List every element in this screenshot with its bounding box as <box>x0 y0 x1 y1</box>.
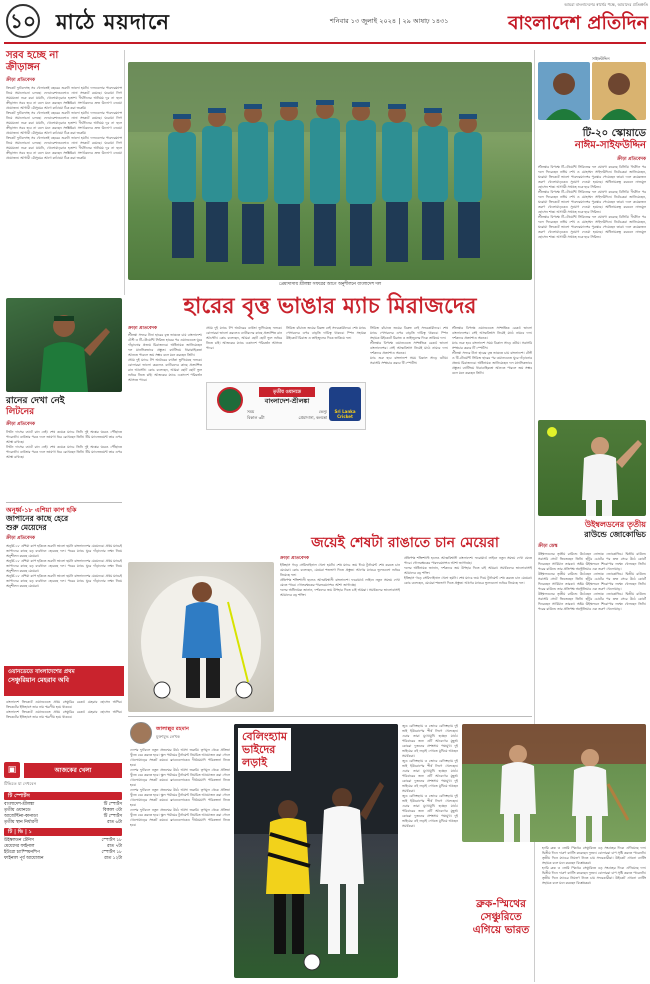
main-story-column-3 <box>286 326 366 378</box>
time-label: সময় <box>247 409 255 414</box>
paragraph: ইতিহাস গড়ে সেমিফাইনাল খেলা হয়নি। শেষ ম্যাচে জয় দিয়ে টুর্নামেন্ট শেষ করতে চান মেয়েরা। কোচ বলেছেন, মেয়েরা শতভাগ দিতে প্রস্তুত। আগের ম্যাচের ভুলগুলো শুধরে নিয়েছে দল। <box>280 563 400 577</box>
story-body <box>6 544 122 660</box>
byline: ক্রীড়া প্রতিবেদক <box>617 157 646 162</box>
paragraph: সিরিজ বাঁচাতে জয়ের বিকল্প নেই সফরকারীদের। শেষ ম্যাচে পেসারদের ওপর বাড়তি দায়িত্ব থাকবে। স্পিন সহায়ক উইকেটে মিরাজ ও তাইজুলের দিকে তাকিয়ে দল। <box>370 326 448 340</box>
byline: ক্রীড়া প্রতিবেদক <box>6 78 35 83</box>
headline-line-3: লড়াই <box>242 756 267 769</box>
bellingham-headline-box <box>238 728 291 771</box>
paragraph: ক্রিকেট ফুটবলসহ সব খেলাতেই বছরের শুরুটা ভালো হয়নি। দলগুলোর পারফরম্যান্স নিয়ে সমালোচনা চলছে। ফেডারেশনগুলোও নানা সংকটে রয়েছে। ঘরোয়া লিগ সময়মতো শুরু করা যায়নি, খেলোয়াড়রাও হতাশ। দীর্ঘদিনের অনিয়ম দূর না হলে ক্রীড়াঙ্গন সরব হবে না বলে মনে করছেন সংশ্লিষ্টরা। সংগঠকদের দ্রুত উদ্যোগ নেওয়া প্রয়োজন। আগামী মৌসুমের আগে কাঠামো ঠিক করা জরুরি। <box>6 111 122 135</box>
story-sports-scene <box>6 50 122 294</box>
match-teams: বাংলাদেশ-শ্রীলঙ্কা <box>264 397 310 405</box>
girls-headline: জয়েই শেষটা রাঙাতে চান মেয়েরা <box>311 535 499 551</box>
match-label: তৃতীয় ওয়ানডে <box>259 387 315 397</box>
liton-photo <box>6 298 122 392</box>
headline-line-2: সেঞ্চুরিয়ান মেহরাব অবি <box>8 676 69 684</box>
columnist-name: জালাল্লুর রহমান <box>156 725 189 732</box>
paragraph: প্রথম দুই ম্যাচে টপ অর্ডারের ব্যর্থতা ভুগিয়েছে দলকে। বোলাররা ভালো করলেও ব্যাটারদের কাছে প্রত্যাশিত রান আসেনি। কোচ বলেছেন, আমরা ছোট ছোট ভুল শুধরে নিতে চাই। আজকের ম্যাচে একাদশে পরিবর্তন আসতে পারে। <box>128 358 202 382</box>
girls-story-column-2 <box>404 556 532 714</box>
bellingham-body <box>402 724 458 978</box>
headline-line-1: ব্রুক-স্মিথের <box>476 898 526 910</box>
paragraph: অনূর্ধ্ব-১৮ এশিয়া কাপ হকিতে শুরুটা ভালো হয়নি বাংলাদেশের মেয়েদের। প্রথম ম্যাচেই জাপানের কাছে বড় ব্যবধানে হেরেছে দল। পরের ম্যাচে ঘুরে দাঁড়ানোর লক্ষ্য নিয়ে অনুশীলন করছে মেয়েরা। <box>6 559 122 573</box>
paragraph: লিটন দাসের ব্যাটে রান নেই। শেষ কয়েক ম্যাচে তিনি দুই অঙ্কের ঘরেও পৌঁছাতে পারেননি। ব্যর্থতার পরও দলে জায়গা ধরে রেখেছেন তিনি। টিম ম্যানেজমেন্ট তার ওপর আস্থা রাখছে। <box>6 445 122 459</box>
brand-logo[interactable] <box>506 2 648 40</box>
byline: ক্রীড়া ডেস্ক <box>538 544 558 549</box>
tv-box-title: আজকের খেলা <box>24 763 122 778</box>
event: ইউরো চ্যাম্পিয়নশিপ <box>4 850 40 855</box>
table-row <box>4 856 122 862</box>
paragraph: দেশের ফুটবলে নতুন প্রজন্মের উঠে আসা জরুরি। তৃণমূল থেকে প্রতিভা খুঁজে বের করতে হবে। স্কুল পর্যায়ের টুর্নামেন্ট নিয়মিত আয়োজন করা গেলে খেলোয়াড়ের সংকট কমবে। ক্লাবগুলোকেও দীর্ঘমেয়াদি পরিকল্পনা নিতে হবে। <box>130 768 230 787</box>
brook-smith-photo <box>462 724 646 842</box>
paragraph: প্রথম দুই ম্যাচে টপ অর্ডারের ব্যর্থতা ভুগিয়েছে দলকে। বোলাররা ভালো করলেও ব্যাটারদের কাছে প্রত্যাশিত রান আসেনি। কোচ বলেছেন, আমরা ছোট ছোট ভুল শুধরে নিতে চাই। আজকের ম্যাচে একাদশে পরিবর্তন আসতে পারে। <box>206 326 282 350</box>
paragraph: দলের অধিনায়ক জানান, দর্শকদের জয় উপহার দিতে চাই আমরা। সমর্থকদের ভালোবাসাই আমাদের বড় শক্তি। <box>280 588 400 597</box>
byline: ক্রীড়া প্রতিবেদক <box>128 326 157 331</box>
paragraph: ক্রিকেট ফুটবলসহ সব খেলাতেই বছরের শুরুটা ভালো হয়নি। দলগুলোর পারফরম্যান্স নিয়ে সমালোচনা চলছে। ফেডারেশনগুলোও নানা সংকটে রয়েছে। ঘরোয়া লিগ সময়মতো শুরু করা যায়নি, খেলোয়াড়রাও হতাশ। দীর্ঘদিনের অনিয়ম দূর না হলে ক্রীড়াঙ্গন সরব হবে না বলে মনে করছেন সংশ্লিষ্টরা। সংগঠকদের দ্রুত উদ্যোগ নেওয়া প্রয়োজন। আগামী মৌসুমের আগে কাঠামো ঠিক করা জরুরি। <box>6 136 122 160</box>
paragraph: হ্যারি ব্রুক ও জেমি স্মিথের সেঞ্চুরিতে বড় সংগ্রহের দিকে এগিয়েছে দল। দ্বিতীয় দিনে দারুণ ব্যাটিং করেছেন দুজন। বোলাররা চাপ সৃষ্টি করতে পারেননি। তৃতীয় দিনে ম্যাচের নিয়ন্ত্রণ নিতে চায় সফরকারীরা। উইকেট এখনো ব্যাটিং সহায়ক বলে মনে করছেন বিশ্লেষকরা। <box>542 866 646 885</box>
headline-line-1: টি-২০ স্কোয়াডে <box>582 128 646 139</box>
time: রাত ৬টা <box>107 820 122 825</box>
time: রাত ১২টা <box>104 856 122 861</box>
paragraph: ম্যাচ শুরু হবে বাংলাদেশ সময় বিকাল সাড়ে ৩টায়। সরাসরি সম্প্রচার করবে টি স্পোর্টস। <box>452 341 532 350</box>
hero-photo-caption: প্রেমাদাসায় শ্রীলঙ্কা সফরের আগে অনুশীলনে বাংলাদেশ দল <box>278 282 382 287</box>
brand-name: বাংলাদেশ প্রতিদিন <box>507 12 648 34</box>
time: বিকাল ৩টা <box>102 808 122 813</box>
headline-line-2: ভাইদের <box>242 743 276 756</box>
headline-line-1: উইম্বলডনের তৃতীয় <box>584 520 646 529</box>
paragraph: শ্রীলঙ্কার বিপক্ষে ওয়ানডেতে সাম্প্রতিক রেকর্ড ভালো বাংলাদেশের। সেই আত্মবিশ্বাস নিয়েই মাঠে নামবে দল। দর্শকদের প্রত্যাশাও অনেক। <box>370 341 448 355</box>
story-mehrab-headline-box <box>4 666 124 696</box>
event: উইম্বলডন টেনিস <box>4 838 34 843</box>
paragraph: দেশের ফুটবলে নতুন প্রজন্মের উঠে আসা জরুরি। তৃণমূল থেকে প্রতিভা খুঁজে বের করতে হবে। স্কুল পর্যায়ের টুর্নামেন্ট নিয়মিত আয়োজন করা গেলে খেলোয়াড়ের সংকট কমবে। ক্লাবগুলোকেও দীর্ঘমেয়াদি পরিকল্পনা নিতে হবে। <box>130 748 230 767</box>
headline-line-1: রানের দেখা নেই <box>6 396 65 406</box>
brook-smith-headline <box>462 898 540 937</box>
channel-bar: টি স্পোর্টস <box>4 792 122 800</box>
sri-lanka-cricket-logo-icon: Sri Lanka Cricket <box>329 387 361 421</box>
table-row <box>4 820 122 826</box>
columnist-avatar <box>130 722 152 744</box>
story-body <box>6 430 122 500</box>
brook-smith-body <box>542 846 646 980</box>
saifuddin-photo <box>592 62 646 120</box>
headline-line-1: সরব হচ্ছে না <box>6 50 59 61</box>
paragraph: উইম্বলডনের তৃতীয় রাউন্ডে উঠেছেন নোভাক জোকোভিচ। দ্বিতীয় রাউন্ডে সরাসরি সেটে জিতেছেন তিনি। হাঁটুর চোটের পর দ্রুত সেরে উঠে কোর্টে ফিরেছেন সার্বিয়ান তারকা। অষ্টম উইম্বলডন শিরোপার লক্ষ্যে খেলছেন তিনি। পরের রাউন্ডে তার প্রতিপক্ষ অস্ট্রেলিয়ার এক তরুণ খেলোয়াড়। <box>538 592 646 611</box>
tv-schedule-box <box>4 762 122 984</box>
channel-bar: টি | ভি | ১ <box>4 828 122 836</box>
story-hockey <box>6 506 122 662</box>
main-story-column-1 <box>128 326 202 562</box>
headline-line-2: নাঈম-সাইফউদ্দিন <box>574 140 646 151</box>
djokovic-photo <box>538 420 646 516</box>
date-line: শনিবার ১৩ জুলাই ২০২৪ | ২৯ আষাঢ় ১৪৩১ <box>330 17 449 25</box>
headline-line-2: ক্রীড়াঙ্গন <box>6 62 40 73</box>
headline-line-2: জাপানের কাছে হেরে <box>6 514 69 523</box>
paragraph: শ্রীলঙ্কার বিপক্ষে ওয়ানডেতে সাম্প্রতিক রেকর্ড ভালো বাংলাদেশের। সেই আত্মবিশ্বাস নিয়েই মাঠে নামবে দল। দর্শকদের প্রত্যাশাও অনেক। <box>452 326 532 340</box>
paragraph: দেশের ফুটবলে নতুন প্রজন্মের উঠে আসা জরুরি। তৃণমূল থেকে প্রতিভা খুঁজে বের করতে হবে। স্কুল পর্যায়ের টুর্নামেন্ট নিয়মিত আয়োজন করা গেলে খেলোয়াড়ের সংকট কমবে। ক্লাবগুলোকেও দীর্ঘমেয়াদি পরিকল্পনা নিতে হবে। <box>130 788 230 807</box>
photo-label: সাইফউদ্দিন <box>592 56 610 61</box>
paragraph: জুড বেলিংহ্যাম ও জোবে বেলিংহ্যাম দুই ভাই ইউরোপের শীর্ষ লিগে খেলছেন। এবার তারা মুখোমুখি হচ্ছেন মাঠে। পরিবারের জন্য এটি আবেগের মুহূর্ত। কোচরা দুজনের প্রশংসায় পঞ্চমুখ। দুই ভাইয়ের এই লড়াই দেখতে মুখিয়ে আছেন সমর্থকরা। <box>402 794 458 828</box>
bellingham-photo <box>234 724 398 978</box>
columnist-body <box>130 748 230 980</box>
story-t20-squad <box>538 128 646 418</box>
paragraph: জুড বেলিংহ্যাম ও জোবে বেলিংহ্যাম দুই ভাই ইউরোপের শীর্ষ লিগে খেলছেন। এবার তারা মুখোমুখি হচ্ছেন মাঠে। পরিবারের জন্য এটি আবেগের মুহূর্ত। কোচরা দুজনের প্রশংসায় পঞ্চমুখ। দুই ভাইয়ের এই লড়াই দেখতে মুখিয়ে আছেন সমর্থকরা। <box>402 759 458 793</box>
paragraph: উইম্বলডনের তৃতীয় রাউন্ডে উঠেছেন নোভাক জোকোভিচ। দ্বিতীয় রাউন্ডে সরাসরি সেটে জিতেছেন তিনি। হাঁটুর চোটের পর দ্রুত সেরে উঠে কোর্টে ফিরেছেন সার্বিয়ান তারকা। অষ্টম উইম্বলডন শিরোপার লক্ষ্যে খেলছেন তিনি। পরের রাউন্ডে তার প্রতিপক্ষ অস্ট্রেলিয়ার এক তরুণ খেলোয়াড়। <box>538 552 646 571</box>
tv-icon: ▣ <box>4 762 20 778</box>
headline-line-1: বেলিংহ্যাম <box>242 730 287 743</box>
headline-line-1: ওয়ানডেতে বাংলাদেশের প্রথম <box>8 669 75 675</box>
paragraph: শ্রীলঙ্কা সফরে টানা হারের বৃত্ত ভাঙতে চায় বাংলাদেশ। টেস্ট ও টি-টোয়েন্টি সিরিজ হারের পর ওয়ানডেতে ঘুরে দাঁড়ানোর প্রত্যয় মিরাজদের। অধিনায়ক জানিয়েছেন দল মানসিকভাবে প্রস্তুত। ব্যাটিংয়ে ধারাবাহিকতা আনতে পারলে জয় সম্ভব বলে মনে করছেন তিনি। <box>452 351 532 375</box>
team-huddle-photo <box>128 62 532 280</box>
paragraph: অনূর্ধ্ব-১৮ এশিয়া কাপ হকিতে শুরুটা ভালো হয়নি বাংলাদেশের মেয়েদের। প্রথম ম্যাচেই জাপানের কাছে বড় ব্যবধানে হেরেছে দল। পরের ম্যাচে ঘুরে দাঁড়ানোর লক্ষ্য নিয়ে অনুশীলন করছে মেয়েরা। <box>6 574 122 588</box>
match-meta <box>247 409 327 414</box>
event: বাংলাদেশ-শ্রীলঙ্কা <box>4 802 35 807</box>
event: মেয়েদের ফাইনাল <box>4 844 35 849</box>
channel: টি স্পোর্টস <box>103 802 122 807</box>
paragraph: শ্রীলঙ্কার বিপক্ষে টি-টোয়েন্টি সিরিজের দল ঘোষণা করেছে বিসিবি। দীর্ঘদিন পর দলে ফিরেছেন নাঈম শেখ ও মোহাম্মদ সাইফউদ্দিন। নির্বাচকরা জানিয়েছেন, ঘরোয়া ক্রিকেটে ভালো পারফরম্যান্সের পুরস্কার পেয়েছেন তারা। দলে কয়েকজন তরুণ খেলোয়াড়কেও সুযোগ দেওয়া হয়েছে। অধিনায়কত্ব করবেন নাজমুল হোসেন শান্ত। আগামী সপ্তাহে শুরু হবে সিরিজ। <box>538 190 646 214</box>
paragraph: দেশের ফুটবলে নতুন প্রজন্মের উঠে আসা জরুরি। তৃণমূল থেকে প্রতিভা খুঁজে বের করতে হবে। স্কুল পর্যায়ের টুর্নামেন্ট নিয়মিত আয়োজন করা গেলে খেলোয়াড়ের সংকট কমবে। ক্লাবগুলোকেও দীর্ঘমেয়াদি পরিকল্পনা নিতে হবে। <box>130 808 230 827</box>
header-rule <box>4 42 646 44</box>
byline: ক্রীড়া প্রতিবেদক <box>6 536 35 541</box>
main-story-column-2 <box>206 326 282 378</box>
paragraph: শ্রীলঙ্কার বিপক্ষে টি-টোয়েন্টি সিরিজের দল ঘোষণা করেছে বিসিবি। দীর্ঘদিন পর দলে ফিরেছেন নাঈম শেখ ও মোহাম্মদ সাইফউদ্দিন। নির্বাচকরা জানিয়েছেন, ঘরোয়া ক্রিকেটে ভালো পারফরম্যান্সের পুরস্কার পেয়েছেন তারা। দলে কয়েকজন তরুণ খেলোয়াড়কেও সুযোগ দেওয়া হয়েছে। অধিনায়কত্ব করবেন নাজমুল হোসেন শান্ত। আগামী সপ্তাহে শুরু হবে সিরিজ। <box>538 215 646 239</box>
paragraph: ক্রিকেট ফুটবলসহ সব খেলাতেই বছরের শুরুটা ভালো হয়নি। দলগুলোর পারফরম্যান্স নিয়ে সমালোচনা চলছে। ফেডারেশনগুলোও নানা সংকটে রয়েছে। ঘরোয়া লিগ সময়মতো শুরু করা যায়নি, খেলোয়াড়রাও হতাশ। দীর্ঘদিনের অনিয়ম দূর না হলে ক্রীড়াঙ্গন সরব হবে না বলে মনে করছেন সংশ্লিষ্টরা। সংগঠকদের দ্রুত উদ্যোগ নেওয়া প্রয়োজন। আগামী মৌসুমের আগে কাঠামো ঠিক করা জরুরি। <box>6 86 122 110</box>
match-values <box>247 415 327 420</box>
naim-photo <box>538 62 590 120</box>
event: আর্জেন্টিনা-কানাডা <box>4 814 38 819</box>
headline-line-2: রাউন্ডে জোকোভিচ <box>584 530 646 539</box>
paragraph: লিটন দাসের ব্যাটে রান নেই। শেষ কয়েক ম্যাচে তিনি দুই অঙ্কের ঘরেও পৌঁছাতে পারেননি। ব্যর্থতার পরও দলে জায়গা ধরে রেখেছেন তিনি। টিম ম্যানেজমেন্ট তার ওপর আস্থা রাখছে। <box>6 430 122 444</box>
paragraph: উইম্বলডনের তৃতীয় রাউন্ডে উঠেছেন নোভাক জোকোভিচ। দ্বিতীয় রাউন্ডে সরাসরি সেটে জিতেছেন তিনি। হাঁটুর চোটের পর দ্রুত সেরে উঠে কোর্টে ফিরেছেন সার্বিয়ান তারকা। অষ্টম উইম্বলডন শিরোপার লক্ষ্যে খেলছেন তিনি। পরের রাউন্ডে তার প্রতিপক্ষ অস্ট্রেলিয়ার এক তরুণ খেলোয়াড়। <box>538 572 646 591</box>
girls-story-column-1 <box>280 556 400 714</box>
brand-tagline: আমরা বাংলাদেশের স্বার্থের পক্ষে, আমাদের প্রতিশ্রুতি <box>564 2 648 7</box>
paragraph: ইতিহাস গড়ে সেমিফাইনাল খেলা হয়নি। শেষ ম্যাচে জয় দিয়ে টুর্নামেন্ট শেষ করতে চান মেয়েরা। কোচ বলেছেন, মেয়েরা শতভাগ দিতে প্রস্তুত। আগের ম্যাচের ভুলগুলো শুধরে নিয়েছে দল। <box>404 576 532 585</box>
paragraph: শ্রীলঙ্কা সফরে টানা হারের বৃত্ত ভাঙতে চায় বাংলাদেশ। টেস্ট ও টি-টোয়েন্টি সিরিজ হারের পর ওয়ানডেতে ঘুরে দাঁড়ানোর প্রত্যয় মিরাজদের। অধিনায়ক জানিয়েছেন দল মানসিকভাবে প্রস্তুত। ব্যাটিংয়ে ধারাবাহিকতা আনতে পারলে জয় সম্ভব বলে মনে করছেন তিনি। <box>128 333 202 357</box>
story-djokovic <box>538 520 646 720</box>
match-venue: প্রেমাদাসা, কলম্বো <box>298 415 327 420</box>
venue-label: ভেন্যু <box>318 409 327 414</box>
tv-table-1 <box>4 792 122 862</box>
paragraph: সিরিজ বাঁচাতে জয়ের বিকল্প নেই সফরকারীদের। শেষ ম্যাচে পেসারদের ওপর বাড়তি দায়িত্ব থাকবে। স্পিন সহায়ক উইকেটে মিরাজ ও তাইজুলের দিকে তাকিয়ে দল। <box>286 326 366 340</box>
columnist-header <box>130 720 230 746</box>
match-time: বিকাল ৩টা <box>247 415 265 420</box>
time: রাত ৭টা <box>107 844 122 849</box>
headline-line-1: অনূর্ধ্ব-১৮ এশিয়া কাপ হকি <box>6 506 77 514</box>
girl-footballer-photo <box>128 562 274 712</box>
story-body <box>538 165 646 411</box>
paragraph: হ্যারি ব্রুক ও জেমি স্মিথের সেঞ্চুরিতে বড় সংগ্রহের দিকে এগিয়েছে দল। দ্বিতীয় দিনে দারুণ ব্যাটিং করেছেন দুজন। বোলাররা চাপ সৃষ্টি করতে পারেননি। তৃতীয় দিনে ম্যাচের নিয়ন্ত্রণ নিতে চায় সফরকারীরা। উইকেট এখনো ব্যাটিং সহায়ক বলে মনে করছেন বিশ্লেষকরা। <box>542 846 646 865</box>
paragraph: প্রতিপক্ষ শক্তিশালী হলেও আত্মবিশ্বাসী বাংলাদেশ। ফরোয়ার্ড লাইনে নতুন সমন্বয় দেখা যেতে পারে। গোলরক্ষকের পারফরম্যান্সও আশা জাগাচ্ছে। <box>404 556 532 565</box>
section-title: মাঠে ময়দানে <box>56 9 170 34</box>
byline: ক্রীড়া প্রতিবেদক <box>280 556 309 561</box>
story-mehrab-body <box>6 700 122 758</box>
paragraph: প্রতিপক্ষ শক্তিশালী হলেও আত্মবিশ্বাসী বাংলাদেশ। ফরোয়ার্ড লাইনে নতুন সমন্বয় দেখা যেতে পারে। গোলরক্ষকের পারফরম্যান্সও আশা জাগাচ্ছে। <box>280 578 400 587</box>
bangladesh-cricket-logo-icon <box>217 387 243 413</box>
main-story-column-5 <box>452 326 532 562</box>
paragraph: শ্রীলঙ্কার বিপক্ষে টি-টোয়েন্টি সিরিজের দল ঘোষণা করেছে বিসিবি। দীর্ঘদিন পর দলে ফিরেছেন নাঈম শেখ ও মোহাম্মদ সাইফউদ্দিন। নির্বাচকরা জানিয়েছেন, ঘরোয়া ক্রিকেটে ভালো পারফরম্যান্সের পুরস্কার পেয়েছেন তারা। দলে কয়েকজন তরুণ খেলোয়াড়কেও সুযোগ দেওয়া হয়েছে। অধিনায়কত্ব করবেন নাজমুল হোসেন শান্ত। আগামী সপ্তাহে শুরু হবে সিরিজ। <box>538 165 646 189</box>
channel: স্পোর্টস ১৮ <box>101 838 122 843</box>
headline-line-3: এগিয়ে ভারত <box>472 924 530 936</box>
story-body <box>538 552 646 720</box>
byline: ক্রীড়া প্রতিবেদক <box>6 422 35 427</box>
main-story-column-4 <box>370 326 448 562</box>
paragraph: বাংলাদেশ ক্রিকেটে ওয়ানডেতে প্রথম সেঞ্চুরির রেকর্ড মেহরাব হোসেন অপির। ক্রিকেটের ইতিহাসে তার নাম স্মরণীয় হয়ে থাকবে। <box>6 710 122 719</box>
event: ফাইনাল পূর্ব আয়োজন <box>4 856 44 861</box>
columnist-title: মুক্তাযুদ্ধ লেখক <box>156 733 180 739</box>
channel: স্পোর্টস ১৮ <box>101 850 122 855</box>
page-number: ১০ <box>6 4 40 38</box>
paragraph: অনূর্ধ্ব-১৮ এশিয়া কাপ হকিতে শুরুটা ভালো হয়নি বাংলাদেশের মেয়েদের। প্রথম ম্যাচেই জাপানের কাছে বড় ব্যবধানে হেরেছে দল। পরের ম্যাচে ঘুরে দাঁড়ানোর লক্ষ্য নিয়ে অনুশীলন করছে মেয়েরা। <box>6 544 122 558</box>
paragraph: জুড বেলিংহ্যাম ও জোবে বেলিংহ্যাম দুই ভাই ইউরোপের শীর্ষ লিগে খেলছেন। এবার তারা মুখোমুখি হচ্ছেন মাঠে। পরিবারের জন্য এটি আবেগের মুহূর্ত। কোচরা দুজনের প্রশংসায় পঞ্চমুখ। দুই ভাইয়ের এই লড়াই দেখতে মুখিয়ে আছেন সমর্থকরা। <box>402 724 458 758</box>
headline-line-3: শুরু মেয়েদের <box>6 523 47 532</box>
channel: টি স্পোর্টস <box>103 814 122 819</box>
paragraph: দলের অধিনায়ক জানান, দর্শকদের জয় উপহার দিতে চাই আমরা। সমর্থকদের ভালোবাসাই আমাদের বড় শক্তি। <box>404 566 532 575</box>
headline-line-2: সেঞ্চুরিতে <box>480 911 522 923</box>
paragraph: ম্যাচ শুরু হবে বাংলাদেশ সময় বিকাল সাড়ে ৩টায়। সরাসরি সম্প্রচার করবে টি স্পোর্টস। <box>370 356 448 365</box>
main-headline: হারের বৃত্ত ভাঙার ম্যাচ মিরাজদের <box>183 293 477 319</box>
story-body <box>6 86 122 292</box>
headline-line-2: লিটনের <box>6 407 35 417</box>
tv-box-subtitle: টিভিতে যা দেখবেন <box>4 781 37 786</box>
event: তৃতীয় স্থান নির্ধারণী <box>4 820 38 825</box>
paragraph: বাংলাদেশ ক্রিকেটে ওয়ানডেতে প্রথম সেঞ্চুরির রেকর্ড মেহরাব হোসেন অপির। ক্রিকেটের ইতিহাসে তার নাম স্মরণীয় হয়ে থাকবে। <box>6 700 122 709</box>
match-info-box <box>206 382 366 430</box>
story-liton <box>6 396 122 500</box>
event: তৃতীয় ওয়ানডে <box>4 808 31 813</box>
